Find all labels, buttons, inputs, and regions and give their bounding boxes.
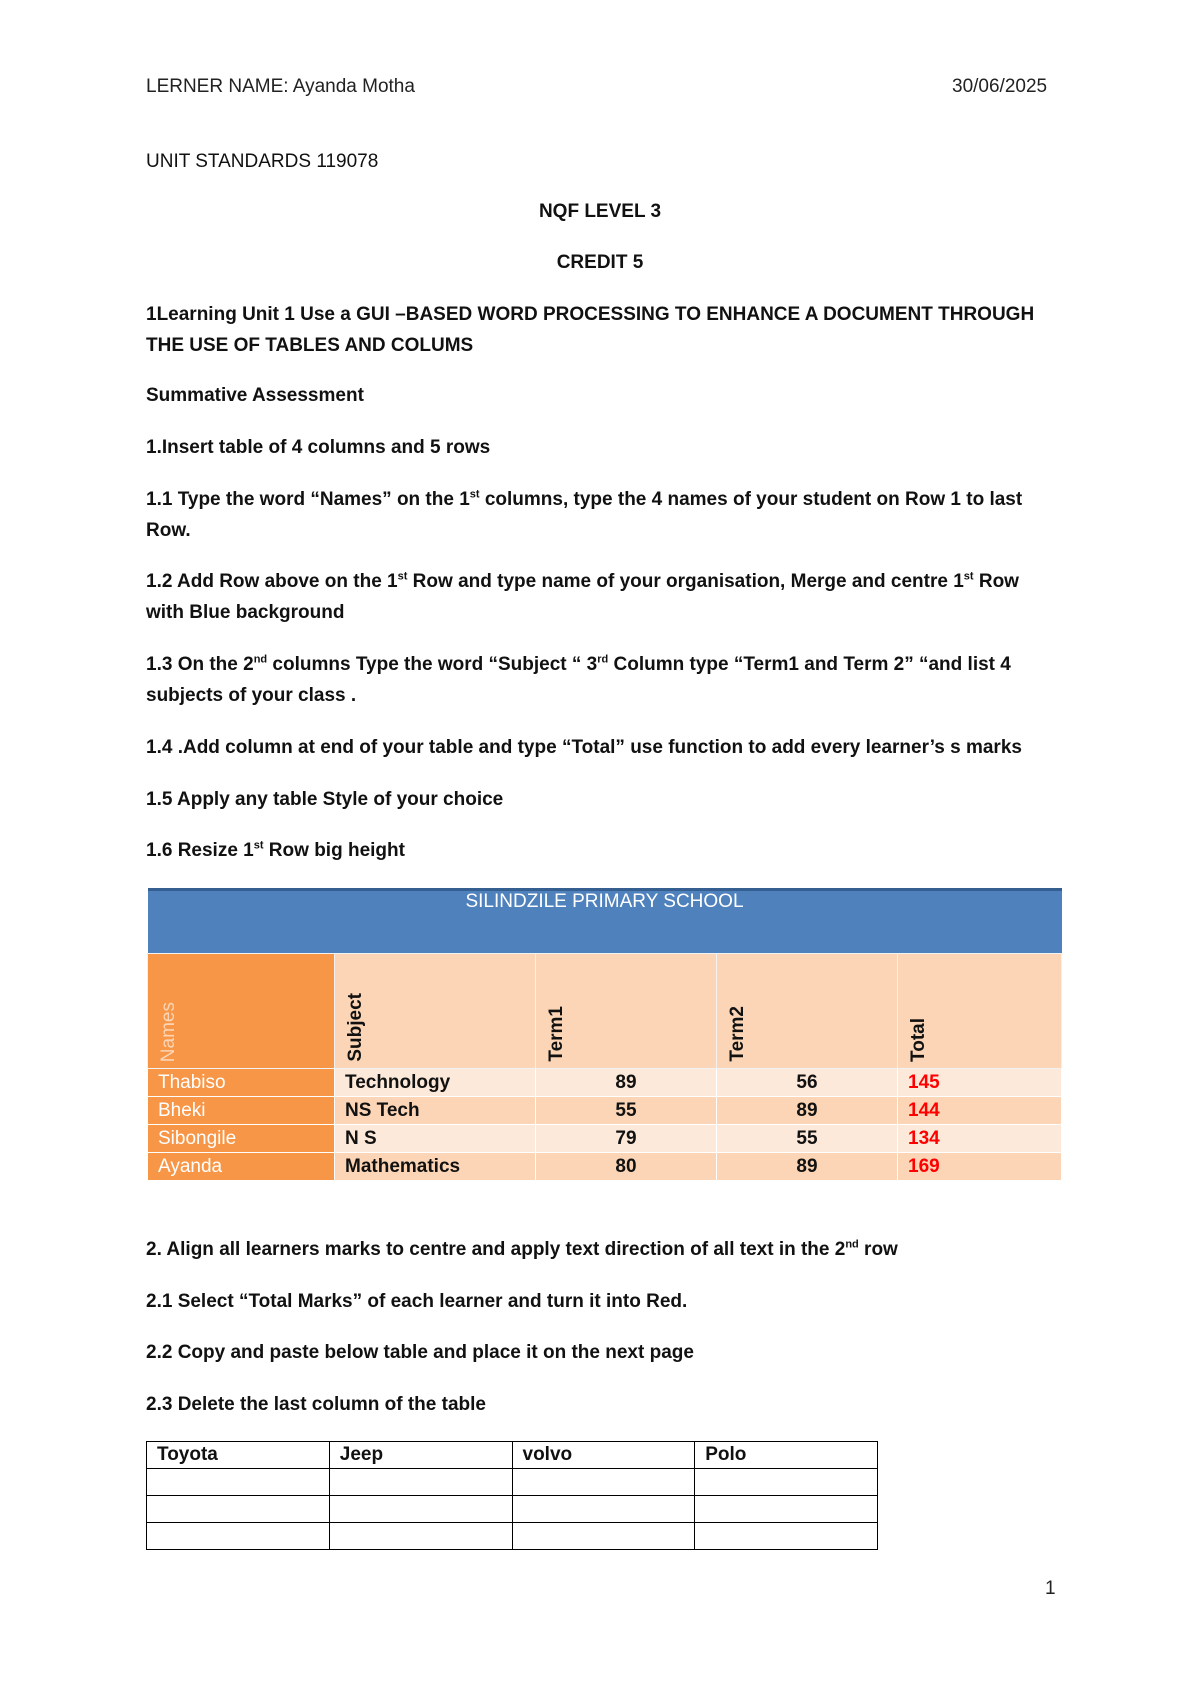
q1-1-sup: st	[469, 488, 480, 501]
q1-3-sup-1: nd	[253, 653, 268, 666]
q1-1-text-b: columns, type the 4 names of your student on Row 1 to last	[479, 489, 1023, 510]
total-cell[interactable]: 169	[898, 1153, 1062, 1181]
car-empty-row	[147, 1496, 878, 1523]
q1-3-text-a: 1.3 On the 2	[146, 654, 254, 675]
term2-cell[interactable]: 89	[717, 1153, 898, 1181]
q1-1-text-a: 1.1 Type the word “Names” on the 1	[146, 489, 470, 510]
q1-2-text-c: Row	[973, 571, 1019, 592]
q1-2-text-b: Row and type name of your organisation, Merge and centre 1	[407, 571, 964, 592]
header-term2: Term2	[727, 1006, 748, 1062]
question-1: 1.Insert table of 4 columns and 5 rows	[146, 437, 491, 458]
question-1-4: 1.4 .Add column at end of your table and type “Total” use function to add every learner’s s marks	[146, 737, 1022, 758]
q1-1-text-c: Row.	[146, 520, 191, 541]
empty-cell[interactable]	[695, 1523, 878, 1550]
total-cell[interactable]: 134	[898, 1125, 1062, 1153]
q1-6-text-a: 1.6 Resize 1	[146, 840, 254, 861]
question-2-3: 2.3 Delete the last column of the table	[146, 1394, 486, 1415]
q2-text-b: row	[858, 1239, 898, 1260]
empty-cell[interactable]	[695, 1469, 878, 1496]
empty-cell[interactable]	[512, 1496, 695, 1523]
question-1-6	[146, 835, 1066, 866]
total-cell[interactable]: 144	[898, 1097, 1062, 1125]
table-row	[148, 1125, 1062, 1153]
q2-sup: nd	[845, 1238, 859, 1251]
term1-cell[interactable]: 55	[536, 1097, 717, 1125]
q1-6-text-b: Row big height	[263, 840, 405, 861]
car-header-cell[interactable]: Toyota	[147, 1442, 330, 1469]
header-subject-cell[interactable]	[335, 954, 536, 1069]
empty-cell[interactable]	[695, 1496, 878, 1523]
table-row	[148, 1153, 1062, 1181]
learner-name-cell[interactable]: Sibongile	[148, 1125, 335, 1153]
term2-cell[interactable]: 55	[717, 1125, 898, 1153]
nqf-level: NQF LEVEL 3	[538, 201, 662, 222]
header-total-cell[interactable]	[898, 954, 1062, 1069]
table-row	[148, 1069, 1062, 1097]
empty-cell[interactable]	[147, 1523, 330, 1550]
credit: CREDIT 5	[556, 252, 644, 273]
q1-3-text-d: subjects of your class .	[146, 685, 357, 706]
learner-name-cell[interactable]: Thabiso	[148, 1069, 335, 1097]
question-1-1	[146, 484, 1066, 546]
empty-cell[interactable]	[147, 1496, 330, 1523]
subject-cell[interactable]: Mathematics	[335, 1153, 536, 1181]
q1-6-sup: st	[253, 839, 264, 852]
school-marks-table	[147, 888, 1062, 1181]
term1-cell[interactable]: 80	[536, 1153, 717, 1181]
q1-2-sup-1: st	[397, 570, 408, 583]
empty-cell[interactable]	[329, 1469, 512, 1496]
page-number: 1	[1045, 1578, 1056, 1599]
learner-name-cell[interactable]: Bheki	[148, 1097, 335, 1125]
header-names: Names	[158, 1001, 179, 1062]
learning-unit-line-1: 1Learning Unit 1 Use a GUI –BASED WORD PROCESSING TO ENHANCE A DOCUMENT THROUGH	[146, 304, 1035, 325]
subject-cell[interactable]: N S	[335, 1125, 536, 1153]
question-1-2	[146, 566, 1066, 628]
subject-cell[interactable]: Technology	[335, 1069, 536, 1097]
empty-cell[interactable]	[329, 1523, 512, 1550]
q1-2-text-d: with Blue background	[146, 602, 345, 623]
car-header-cell[interactable]: volvo	[512, 1442, 695, 1469]
term2-cell[interactable]: 56	[717, 1069, 898, 1097]
learning-unit-line-2: THE USE OF TABLES AND COLUMS	[146, 335, 474, 356]
empty-cell[interactable]	[329, 1496, 512, 1523]
header-term1-cell[interactable]	[536, 954, 717, 1069]
car-header-cell[interactable]: Polo	[695, 1442, 878, 1469]
table-title-row	[148, 890, 1062, 954]
question-1-3	[146, 649, 1066, 711]
header-term1: Term1	[546, 1006, 567, 1062]
learning-unit-heading	[146, 299, 1066, 361]
learner-name-cell[interactable]: Ayanda	[148, 1153, 335, 1181]
total-cell[interactable]: 145	[898, 1069, 1062, 1097]
school-name-cell[interactable]: SILINDZILE PRIMARY SCHOOL	[148, 890, 1062, 954]
table-row	[148, 1097, 1062, 1125]
question-2-2: 2.2 Copy and paste below table and place it on the next page	[146, 1342, 694, 1363]
q2-text-a: 2. Align all learners marks to centre and apply text direction of all text in the 2	[146, 1239, 846, 1260]
q1-3-sup-2: rd	[597, 653, 609, 666]
car-empty-row	[147, 1523, 878, 1550]
unit-standards: UNIT STANDARDS 119078	[146, 151, 379, 172]
empty-cell[interactable]	[512, 1469, 695, 1496]
term2-cell[interactable]: 89	[717, 1097, 898, 1125]
car-header-cell[interactable]: Jeep	[329, 1442, 512, 1469]
car-header-row	[147, 1442, 878, 1469]
header-date: 30/06/2025	[952, 76, 1048, 97]
q1-2-sup-2: st	[963, 570, 974, 583]
header-term2-cell[interactable]	[717, 954, 898, 1069]
empty-cell[interactable]	[147, 1469, 330, 1496]
header-total: Total	[908, 1018, 929, 1062]
subject-cell[interactable]: NS Tech	[335, 1097, 536, 1125]
car-empty-row	[147, 1469, 878, 1496]
question-1-5: 1.5 Apply any table Style of your choice	[146, 789, 504, 810]
question-2	[146, 1234, 1066, 1265]
learner-name: LERNER NAME: Ayanda Motha	[146, 76, 415, 97]
term1-cell[interactable]: 89	[536, 1069, 717, 1097]
term1-cell[interactable]: 79	[536, 1125, 717, 1153]
question-2-1: 2.1 Select “Total Marks” of each learner and turn it into Red.	[146, 1291, 688, 1312]
table-header-row	[148, 954, 1062, 1069]
q1-3-text-b: columns Type the word “Subject “ 3	[267, 654, 598, 675]
q1-2-text-a: 1.2 Add Row above on the 1	[146, 571, 398, 592]
car-table	[146, 1441, 878, 1550]
summative-heading: Summative Assessment	[146, 385, 364, 406]
header-names-cell[interactable]	[148, 954, 335, 1069]
empty-cell[interactable]	[512, 1523, 695, 1550]
header-subject: Subject	[345, 993, 366, 1062]
q1-3-text-c: Column type “Term1 and Term 2” “and list 4	[608, 654, 1011, 675]
